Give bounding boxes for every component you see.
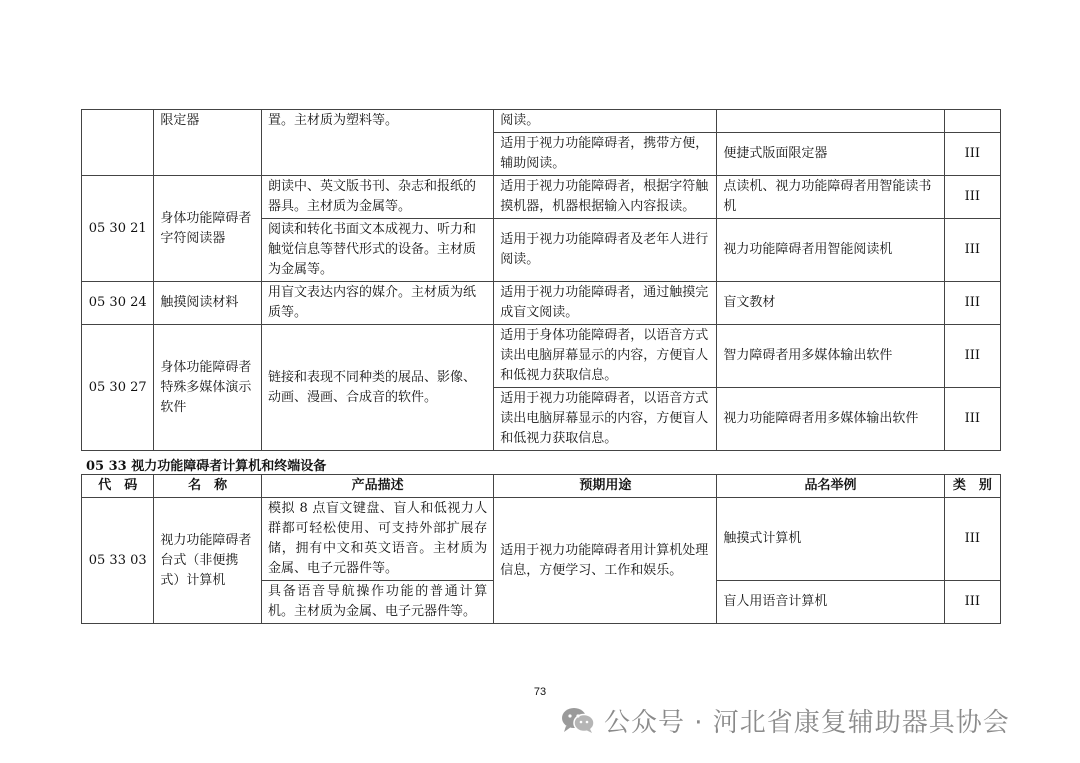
desc-cell: 具备语音导航操作功能的普通计算机。主材质为金属、电子元器件等。 <box>261 581 493 624</box>
code-cell: 05 30 24 <box>82 282 154 325</box>
name-cell: 视力功能障碍者台式（非便携式）计算机 <box>154 498 262 624</box>
class-cell: III <box>944 219 1000 282</box>
class-cell: III <box>944 133 1000 176</box>
header-class: 类 别 <box>944 475 1000 498</box>
header-name: 名 称 <box>154 475 262 498</box>
desc-cell: 阅读和转化书面文本成视力、听力和触觉信息等替代形式的设备。主材质为金属等。 <box>261 219 493 282</box>
code-cell <box>82 110 154 176</box>
wechat-icon <box>560 706 596 734</box>
desc-cell: 用盲文表达内容的媒介。主材质为纸质等。 <box>261 282 493 325</box>
header-example: 品名举例 <box>717 475 944 498</box>
example-cell: 盲文教材 <box>717 282 944 325</box>
use-cell: 适用于身体功能障碍者，以语音方式读出电脑屏幕显示的内容，方便盲人和低视力获取信息。 <box>494 325 717 388</box>
example-cell: 智力障碍者用多媒体输出软件 <box>717 325 944 388</box>
table-row <box>82 110 1001 133</box>
use-cell: 适用于视力功能障碍者，以语音方式读出电脑屏幕显示的内容，方便盲人和低视力获取信息。 <box>494 388 717 451</box>
code-cell: 05 33 03 <box>82 498 154 624</box>
header-desc: 产品描述 <box>261 475 493 498</box>
code-cell: 05 30 21 <box>82 176 154 282</box>
table-row <box>82 282 1001 325</box>
watermark <box>560 700 1010 740</box>
example-cell: 点读机、视力功能障碍者用智能读书机 <box>717 176 944 219</box>
desc-cell: 朗读中、英文版书刊、杂志和报纸的器具。主材质为金属等。 <box>261 176 493 219</box>
name-cell: 限定器 <box>154 110 262 176</box>
use-cell: 适用于视力功能障碍者用计算机处理信息，方便学习、工作和娱乐。 <box>494 498 717 624</box>
use-cell: 适用于视力功能障碍者及老年人进行阅读。 <box>494 219 717 282</box>
code-cell: 05 30 27 <box>82 325 154 451</box>
header-use: 预期用途 <box>494 475 717 498</box>
table-row <box>82 176 1001 219</box>
section-heading: 05 33 视力功能障碍者计算机和终端设备 <box>86 459 327 474</box>
class-cell: III <box>944 176 1000 219</box>
class-cell: III <box>944 581 1000 624</box>
class-cell: III <box>944 282 1000 325</box>
product-table <box>81 474 1001 624</box>
page-number: 73 <box>533 686 547 698</box>
example-cell: 盲人用语音计算机 <box>717 581 944 624</box>
table-row <box>82 498 1001 581</box>
example-cell: 视力功能障碍者用多媒体输出软件 <box>717 388 944 451</box>
name-cell: 身体功能障碍者特殊多媒体演示软件 <box>154 325 262 451</box>
example-cell: 便捷式版面限定器 <box>717 133 944 176</box>
use-cell: 适用于视力功能障碍者，携带方便，辅助阅读。 <box>494 133 717 176</box>
class-cell: III <box>944 388 1000 451</box>
use-cell: 适用于视力功能障碍者，通过触摸完成盲文阅读。 <box>494 282 717 325</box>
desc-cell: 链接和表现不同种类的展品、影像、动画、漫画、合成音的软件。 <box>261 325 493 451</box>
example-cell: 触摸式计算机 <box>717 498 944 581</box>
desc-cell: 置。主材质为塑料等。 <box>261 110 493 176</box>
name-cell: 触摸阅读材料 <box>154 282 262 325</box>
header-code: 代 码 <box>82 475 154 498</box>
class-cell <box>944 110 1000 133</box>
product-table-continued <box>81 109 1001 451</box>
class-cell: III <box>944 498 1000 581</box>
class-cell: III <box>944 325 1000 388</box>
example-cell <box>717 110 944 133</box>
use-cell: 适用于视力功能障碍者，根据字符触摸机器，机器根据输入内容报读。 <box>494 176 717 219</box>
use-cell: 阅读。 <box>494 110 717 133</box>
desc-cell: 模拟 8 点盲文键盘、盲人和低视力人群都可轻松使用、可支持外部扩展存储，拥有中文和英文语音。主材质为金属、电子元器件等。 <box>261 498 493 581</box>
watermark-text: 公众号 · 河北省康复辅助器具协会 <box>604 707 1010 738</box>
table-header-row <box>82 475 1001 498</box>
table-row <box>82 325 1001 388</box>
name-cell: 身体功能障碍者字符阅读器 <box>154 176 262 282</box>
example-cell: 视力功能障碍者用智能阅读机 <box>717 219 944 282</box>
